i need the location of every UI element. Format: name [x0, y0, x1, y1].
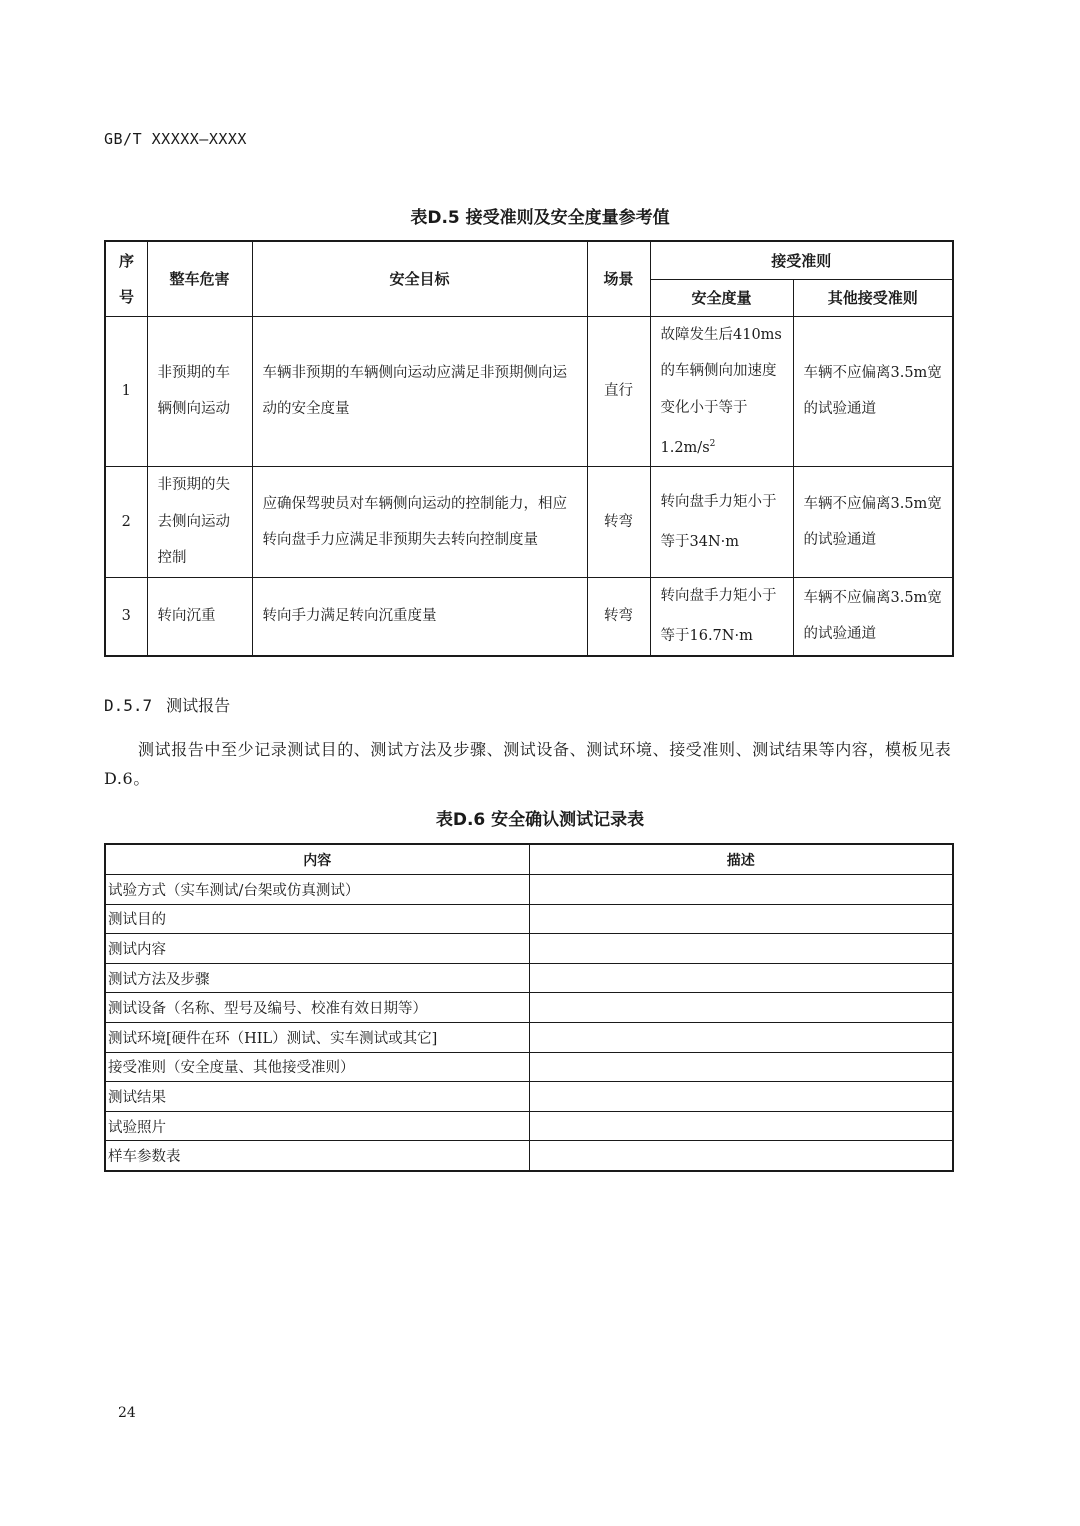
table-d5-caption: 表D.5 接受准则及安全度量参考值: [410, 208, 670, 228]
row-no: 1: [105, 316, 147, 467]
row-content: 测试内容: [105, 934, 529, 964]
row-description: [529, 934, 953, 964]
table-row: [105, 1111, 953, 1141]
row-description: [529, 1022, 953, 1052]
document-code: GB/T XXXXX—XXXX: [104, 130, 247, 148]
metric-superscript: 2: [709, 439, 716, 449]
row-metric: [650, 577, 793, 655]
row-content: 接受准则（安全度量、其他接受准则）: [105, 1052, 529, 1082]
row-other-criteria: 车辆不应偏离3.5m宽的试验通道: [793, 577, 953, 655]
table-row: [105, 1052, 953, 1082]
row-scenario: 转弯: [587, 467, 650, 578]
header-no: 序号: [105, 241, 147, 316]
row-hazard: 非预期的车辆侧向运动: [147, 316, 252, 467]
row-content: 测试结果: [105, 1082, 529, 1112]
table-d5: [104, 240, 954, 657]
row-no: 3: [105, 577, 147, 655]
row-description: [529, 963, 953, 993]
row-description: [529, 904, 953, 934]
row-description: [529, 875, 953, 905]
header-acceptance-criteria: 接受准则: [650, 241, 953, 279]
row-description: [529, 1082, 953, 1112]
header-hazard: 整车危害: [147, 241, 252, 316]
table-row: [105, 316, 953, 467]
table-row: [105, 963, 953, 993]
row-hazard: 非预期的失去侧向运动控制: [147, 467, 252, 578]
header-content: 内容: [105, 844, 529, 875]
row-content: 测试环境[硬件在环（HIL）测试、实车测试或其它]: [105, 1022, 529, 1052]
row-content: 试验方式（实车测试/台架或仿真测试）: [105, 875, 529, 905]
row-no: 2: [105, 467, 147, 578]
row-goal: 应确保驾驶员对车辆侧向运动的控制能力，相应转向盘手力应满足非预期失去转向控制度量: [252, 467, 587, 578]
table-row: [105, 1022, 953, 1052]
header-other-criteria: 其他接受准则: [793, 279, 953, 316]
row-goal: 车辆非预期的车辆侧向运动应满足非预期侧向运动的安全度量: [252, 316, 587, 467]
header-safety-metric: 安全度量: [650, 279, 793, 316]
section-number: D.5.7: [104, 696, 153, 715]
table-row: [105, 1141, 953, 1171]
row-content: 测试方法及步骤: [105, 963, 529, 993]
metric-text: 转向盘手力矩小于等于34N·m: [660, 493, 777, 550]
row-content: 样车参数表: [105, 1141, 529, 1171]
row-description: [529, 1111, 953, 1141]
metric-text: 转向盘手力矩小于等于16.7N·m: [660, 587, 777, 645]
row-other-criteria: 车辆不应偏离3.5m宽的试验通道: [793, 467, 953, 578]
metric-text: 故障发生后410ms的车辆侧向加速度变化小于等于1.2m/s: [660, 326, 782, 456]
table-row: [105, 875, 953, 905]
section-heading: [104, 693, 230, 716]
header-description: 描述: [529, 844, 953, 875]
page-number: 24: [118, 1405, 136, 1421]
row-content: 测试设备（名称、型号及编号、校准有效日期等）: [105, 993, 529, 1023]
row-goal: 转向手力满足转向沉重度量: [252, 577, 587, 655]
row-metric: [650, 316, 793, 467]
section-title: 测试报告: [166, 696, 231, 715]
table-d6-caption: 表D.6 安全确认测试记录表: [435, 810, 645, 830]
row-description: [529, 1052, 953, 1082]
row-metric: [650, 467, 793, 578]
table-row: [105, 993, 953, 1023]
row-scenario: 转弯: [587, 577, 650, 655]
row-hazard: 转向沉重: [147, 577, 252, 655]
row-content: 测试目的: [105, 904, 529, 934]
table-row: [105, 904, 953, 934]
table-row: [105, 934, 953, 964]
table-row: [105, 577, 953, 655]
row-description: [529, 1141, 953, 1171]
row-other-criteria: 车辆不应偏离3.5m宽的试验通道: [793, 316, 953, 467]
table-row: [105, 1082, 953, 1112]
table-d6: [104, 843, 954, 1172]
row-description: [529, 993, 953, 1023]
row-scenario: 直行: [587, 316, 650, 467]
table-row: [105, 467, 953, 578]
row-content: 试验照片: [105, 1111, 529, 1141]
header-scenario: 场景: [587, 241, 650, 316]
header-safety-goal: 安全目标: [252, 241, 587, 316]
body-paragraph: 测试报告中至少记录测试目的、测试方法及步骤、测试设备、测试环境、接受准则、测试结果等内容，模板见表D.6。: [104, 740, 952, 788]
